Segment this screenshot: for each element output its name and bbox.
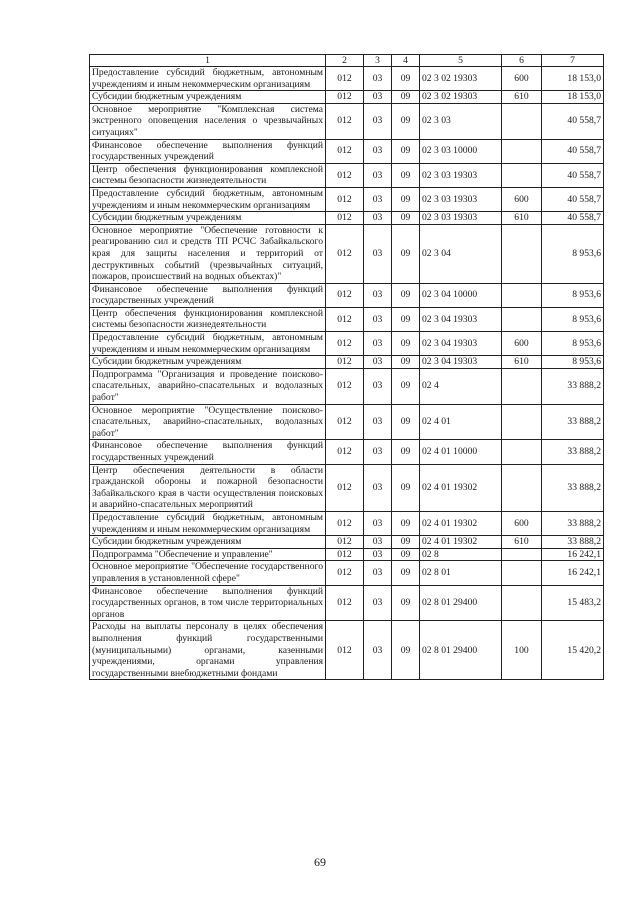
table-row xyxy=(90,440,604,464)
subsection-code-cell: 09 xyxy=(392,212,420,225)
ministry-code-cell: 012 xyxy=(326,163,364,187)
target-code-cell: 02 8 01 29400 xyxy=(420,621,502,680)
table-row xyxy=(90,536,604,549)
row-name-cell: Основное мероприятие "Осуществление поисково-спасательных, аварийно-спасательных, водолазных работ" xyxy=(90,404,326,440)
expense-type-cell xyxy=(502,585,542,621)
amount-cell: 33 888,2 xyxy=(542,464,604,511)
row-name-cell: Основное мероприятие "Обеспечение готовности к реагированию сил и средств ТП РСЧС Забайкальского края для защиты населения и территорий от деструктивных событий (чрезвычайных ситуаций, пожаров, происшествий на водных объектах)" xyxy=(90,224,326,283)
expense-type-cell xyxy=(502,307,542,331)
subsection-code-cell: 09 xyxy=(392,404,420,440)
table-row xyxy=(90,307,604,331)
section-code-cell: 03 xyxy=(364,536,392,549)
expense-type-cell: 610 xyxy=(502,356,542,369)
amount-cell: 33 888,2 xyxy=(542,536,604,549)
section-code-cell: 03 xyxy=(364,368,392,404)
row-name-cell: Основное мероприятие "Обеспечение государственного управления в установленной сфере" xyxy=(90,561,326,585)
expense-type-cell xyxy=(502,561,542,585)
ministry-code-cell: 012 xyxy=(326,356,364,369)
section-code-cell: 03 xyxy=(364,139,392,163)
subsection-code-cell: 09 xyxy=(392,585,420,621)
subsection-code-cell: 09 xyxy=(392,440,420,464)
section-code-cell: 03 xyxy=(364,103,392,139)
section-code-cell: 03 xyxy=(364,621,392,680)
ministry-code-cell: 012 xyxy=(326,283,364,307)
row-name-cell: Подпрограмма "Обеспечение и управление" xyxy=(90,548,326,561)
header-cell: 2 xyxy=(326,55,364,67)
section-code-cell: 03 xyxy=(364,163,392,187)
amount-cell: 40 558,7 xyxy=(542,187,604,211)
table-row xyxy=(90,621,604,680)
amount-cell: 40 558,7 xyxy=(542,139,604,163)
amount-cell: 8 953,6 xyxy=(542,307,604,331)
amount-cell: 15 420,2 xyxy=(542,621,604,680)
table-row xyxy=(90,139,604,163)
section-code-cell: 03 xyxy=(364,464,392,511)
subsection-code-cell: 09 xyxy=(392,103,420,139)
target-code-cell: 02 4 xyxy=(420,368,502,404)
target-code-cell: 02 4 01 19302 xyxy=(420,511,502,535)
ministry-code-cell: 012 xyxy=(326,464,364,511)
header-cell: 4 xyxy=(392,55,420,67)
target-code-cell: 02 3 03 19303 xyxy=(420,163,502,187)
target-code-cell: 02 4 01 19302 xyxy=(420,464,502,511)
target-code-cell: 02 4 01 19302 xyxy=(420,536,502,549)
section-code-cell: 03 xyxy=(364,67,392,91)
expense-type-cell xyxy=(502,548,542,561)
ministry-code-cell: 012 xyxy=(326,404,364,440)
table-row xyxy=(90,224,604,283)
subsection-code-cell: 09 xyxy=(392,356,420,369)
subsection-code-cell: 09 xyxy=(392,283,420,307)
section-code-cell: 03 xyxy=(364,440,392,464)
ministry-code-cell: 012 xyxy=(326,307,364,331)
header-cell: 6 xyxy=(502,55,542,67)
table-row xyxy=(90,548,604,561)
subsection-code-cell: 09 xyxy=(392,464,420,511)
ministry-code-cell: 012 xyxy=(326,585,364,621)
section-code-cell: 03 xyxy=(364,332,392,356)
budget-table xyxy=(89,54,604,680)
row-name-cell: Предоставление субсидий бюджетным, автономным учреждениям и иным некоммерческим организациям xyxy=(90,511,326,535)
table-row xyxy=(90,103,604,139)
row-name-cell: Финансовое обеспечение выполнения функций государственных учреждений xyxy=(90,139,326,163)
amount-cell: 18 153,0 xyxy=(542,67,604,91)
expense-type-cell xyxy=(502,440,542,464)
row-name-cell: Центр обеспечения функционирования комплексной системы безопасности жизнедеятельности xyxy=(90,163,326,187)
table-row xyxy=(90,585,604,621)
row-name-cell: Центр обеспечения функционирования комплексной системы безопасности жизнедеятельности xyxy=(90,307,326,331)
subsection-code-cell: 09 xyxy=(392,548,420,561)
ministry-code-cell: 012 xyxy=(326,212,364,225)
ministry-code-cell: 012 xyxy=(326,103,364,139)
subsection-code-cell: 09 xyxy=(392,511,420,535)
row-name-cell: Подпрограмма "Организация и проведение поисково-спасательных, аварийно-спасательных и водолазных работ" xyxy=(90,368,326,404)
expense-type-cell: 610 xyxy=(502,212,542,225)
ministry-code-cell: 012 xyxy=(326,187,364,211)
amount-cell: 33 888,2 xyxy=(542,440,604,464)
ministry-code-cell: 012 xyxy=(326,368,364,404)
expense-type-cell: 600 xyxy=(502,67,542,91)
amount-cell: 16 242,1 xyxy=(542,548,604,561)
table-row xyxy=(90,332,604,356)
row-name-cell: Предоставление субсидий бюджетным, автономным учреждениям и иным некоммерческим организациям xyxy=(90,187,326,211)
table-row xyxy=(90,283,604,307)
section-code-cell: 03 xyxy=(364,91,392,104)
row-name-cell: Субсидии бюджетным учреждениям xyxy=(90,212,326,225)
target-code-cell: 02 3 04 19303 xyxy=(420,356,502,369)
row-name-cell: Расходы на выплаты персоналу в целях обеспечения выполнения функций государственными (муниципальными) органами, казенными учреждениями, органами управления государственными внебюджетными фондами xyxy=(90,621,326,680)
target-code-cell: 02 3 03 xyxy=(420,103,502,139)
amount-cell: 8 953,6 xyxy=(542,283,604,307)
table-row xyxy=(90,561,604,585)
amount-cell: 33 888,2 xyxy=(542,368,604,404)
expense-type-cell: 600 xyxy=(502,187,542,211)
row-name-cell: Финансовое обеспечение выполнения функций государственных органов, в том числе территориальных органов xyxy=(90,585,326,621)
amount-cell: 33 888,2 xyxy=(542,404,604,440)
expense-type-cell: 610 xyxy=(502,91,542,104)
ministry-code-cell: 012 xyxy=(326,548,364,561)
target-code-cell: 02 3 03 19303 xyxy=(420,187,502,211)
table-row xyxy=(90,511,604,535)
target-code-cell: 02 3 02 19303 xyxy=(420,91,502,104)
table-row xyxy=(90,404,604,440)
header-cell: 3 xyxy=(364,55,392,67)
subsection-code-cell: 09 xyxy=(392,621,420,680)
target-code-cell: 02 8 xyxy=(420,548,502,561)
section-code-cell: 03 xyxy=(364,404,392,440)
amount-cell: 40 558,7 xyxy=(542,212,604,225)
subsection-code-cell: 09 xyxy=(392,224,420,283)
ministry-code-cell: 012 xyxy=(326,536,364,549)
row-name-cell: Предоставление субсидий бюджетным, автономным учреждениям и иным некоммерческим организациям xyxy=(90,67,326,91)
subsection-code-cell: 09 xyxy=(392,368,420,404)
expense-type-cell: 100 xyxy=(502,621,542,680)
section-code-cell: 03 xyxy=(364,283,392,307)
ministry-code-cell: 012 xyxy=(326,67,364,91)
amount-cell: 16 242,1 xyxy=(542,561,604,585)
row-name-cell: Субсидии бюджетным учреждениям xyxy=(90,536,326,549)
section-code-cell: 03 xyxy=(364,187,392,211)
section-code-cell: 03 xyxy=(364,356,392,369)
expense-type-cell xyxy=(502,139,542,163)
amount-cell: 40 558,7 xyxy=(542,103,604,139)
section-code-cell: 03 xyxy=(364,511,392,535)
amount-cell: 33 888,2 xyxy=(542,511,604,535)
target-code-cell: 02 3 04 10000 xyxy=(420,283,502,307)
row-name-cell: Предоставление субсидий бюджетным, автономным учреждениям и иным некоммерческим организациям xyxy=(90,332,326,356)
table-header-row xyxy=(90,55,604,67)
section-code-cell: 03 xyxy=(364,224,392,283)
amount-cell: 18 153,0 xyxy=(542,91,604,104)
ministry-code-cell: 012 xyxy=(326,139,364,163)
section-code-cell: 03 xyxy=(364,585,392,621)
subsection-code-cell: 09 xyxy=(392,332,420,356)
expense-type-cell xyxy=(502,464,542,511)
amount-cell: 8 953,6 xyxy=(542,332,604,356)
table-row xyxy=(90,356,604,369)
header-cell: 1 xyxy=(90,55,326,67)
page-number: 69 xyxy=(314,855,326,869)
row-name-cell: Финансовое обеспечение выполнения функций государственных учреждений xyxy=(90,440,326,464)
target-code-cell: 02 8 01 xyxy=(420,561,502,585)
ministry-code-cell: 012 xyxy=(326,511,364,535)
ministry-code-cell: 012 xyxy=(326,561,364,585)
expense-type-cell: 610 xyxy=(502,536,542,549)
table-row xyxy=(90,212,604,225)
row-name-cell: Основное мероприятие "Комплексная система экстренного оповещения населения о чрезвычайных ситуациях" xyxy=(90,103,326,139)
target-code-cell: 02 3 03 10000 xyxy=(420,139,502,163)
subsection-code-cell: 09 xyxy=(392,187,420,211)
ministry-code-cell: 012 xyxy=(326,332,364,356)
target-code-cell: 02 3 03 19303 xyxy=(420,212,502,225)
subsection-code-cell: 09 xyxy=(392,307,420,331)
target-code-cell: 02 3 04 19303 xyxy=(420,332,502,356)
target-code-cell: 02 8 01 29400 xyxy=(420,585,502,621)
row-name-cell: Центр обеспечения деятельности в области гражданской обороны и пожарной безопасности Забайкальского края в части осуществления поисковых и аварийно-спасательных мероприятий xyxy=(90,464,326,511)
expense-type-cell xyxy=(502,224,542,283)
table-row xyxy=(90,91,604,104)
target-code-cell: 02 3 04 19303 xyxy=(420,307,502,331)
row-name-cell: Субсидии бюджетным учреждениям xyxy=(90,356,326,369)
subsection-code-cell: 09 xyxy=(392,536,420,549)
table-row xyxy=(90,67,604,91)
amount-cell: 40 558,7 xyxy=(542,163,604,187)
target-code-cell: 02 4 01 xyxy=(420,404,502,440)
expense-type-cell xyxy=(502,103,542,139)
subsection-code-cell: 09 xyxy=(392,561,420,585)
expense-type-cell: 600 xyxy=(502,511,542,535)
expense-type-cell xyxy=(502,283,542,307)
expense-type-cell xyxy=(502,163,542,187)
table-row xyxy=(90,464,604,511)
amount-cell: 8 953,6 xyxy=(542,356,604,369)
expense-type-cell xyxy=(502,404,542,440)
table-row xyxy=(90,163,604,187)
expense-type-cell xyxy=(502,368,542,404)
section-code-cell: 03 xyxy=(364,561,392,585)
target-code-cell: 02 3 02 19303 xyxy=(420,67,502,91)
ministry-code-cell: 012 xyxy=(326,621,364,680)
target-code-cell: 02 4 01 10000 xyxy=(420,440,502,464)
header-cell: 7 xyxy=(542,55,604,67)
row-name-cell: Финансовое обеспечение выполнения функций государственных учреждений xyxy=(90,283,326,307)
section-code-cell: 03 xyxy=(364,548,392,561)
header-cell: 5 xyxy=(420,55,502,67)
subsection-code-cell: 09 xyxy=(392,163,420,187)
ministry-code-cell: 012 xyxy=(326,224,364,283)
expense-type-cell: 600 xyxy=(502,332,542,356)
section-code-cell: 03 xyxy=(364,212,392,225)
subsection-code-cell: 09 xyxy=(392,67,420,91)
amount-cell: 8 953,6 xyxy=(542,224,604,283)
ministry-code-cell: 012 xyxy=(326,440,364,464)
amount-cell: 15 483,2 xyxy=(542,585,604,621)
table-row xyxy=(90,187,604,211)
subsection-code-cell: 09 xyxy=(392,91,420,104)
subsection-code-cell: 09 xyxy=(392,139,420,163)
section-code-cell: 03 xyxy=(364,307,392,331)
row-name-cell: Субсидии бюджетным учреждениям xyxy=(90,91,326,104)
target-code-cell: 02 3 04 xyxy=(420,224,502,283)
table-row xyxy=(90,368,604,404)
ministry-code-cell: 012 xyxy=(326,91,364,104)
